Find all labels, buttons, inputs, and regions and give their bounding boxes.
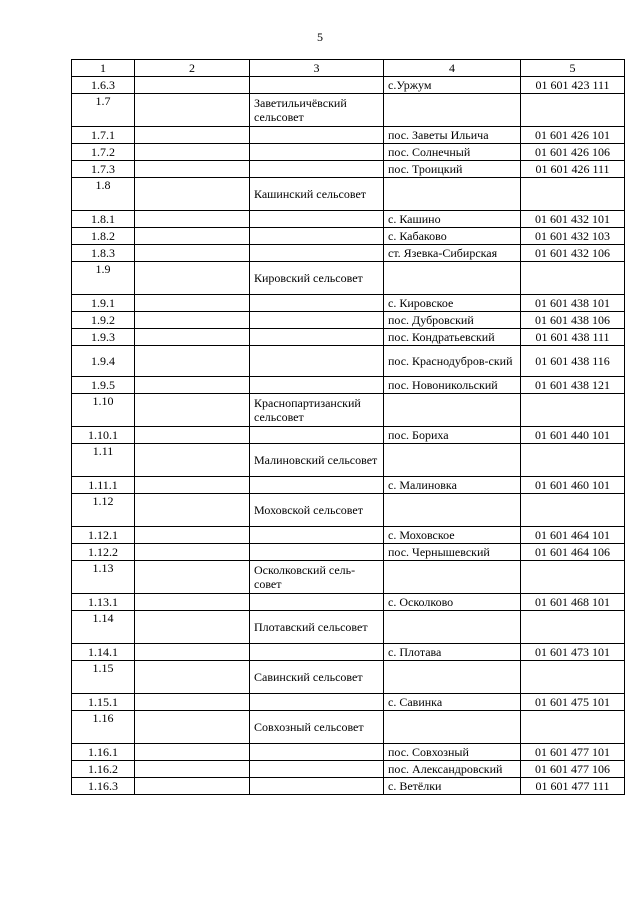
settlement-name-cell bbox=[384, 444, 521, 477]
code-cell: 01 601 423 111 bbox=[521, 77, 625, 94]
code-cell bbox=[521, 444, 625, 477]
table-row bbox=[72, 427, 625, 444]
row-number-cell: 1.14.1 bbox=[72, 644, 135, 661]
row-number-cell: 1.15.1 bbox=[72, 694, 135, 711]
table-row bbox=[72, 228, 625, 245]
row-number-cell: 1.7.3 bbox=[72, 161, 135, 178]
code-cell: 01 601 432 101 bbox=[521, 211, 625, 228]
row-number-cell: 1.15 bbox=[72, 661, 135, 694]
page-number: 5 bbox=[317, 30, 323, 44]
table-row bbox=[72, 761, 625, 778]
settlement-name-cell: пос. Заветы Ильича bbox=[384, 127, 521, 144]
table-row bbox=[72, 711, 625, 744]
table-row bbox=[72, 245, 625, 262]
settlement-name-cell: с. Кабаково bbox=[384, 228, 521, 245]
code-cell bbox=[521, 561, 625, 594]
table-row bbox=[72, 594, 625, 611]
row-number-cell: 1.9 bbox=[72, 262, 135, 295]
row-number-cell: 1.8.3 bbox=[72, 245, 135, 262]
council-name-cell bbox=[250, 761, 384, 778]
row-number-cell: 1.11.1 bbox=[72, 477, 135, 494]
table-row bbox=[72, 494, 625, 527]
council-name-cell bbox=[250, 477, 384, 494]
settlement-name-cell: с. Кашино bbox=[384, 211, 521, 228]
settlement-name-cell: пос. Александровский bbox=[384, 761, 521, 778]
council-name-cell: Савинский сельсовет bbox=[250, 661, 384, 694]
row-number-cell: 1.7.2 bbox=[72, 144, 135, 161]
column-2-cell bbox=[135, 295, 250, 312]
table-row bbox=[72, 778, 625, 795]
table-row bbox=[72, 262, 625, 295]
council-name-cell bbox=[250, 77, 384, 94]
code-cell bbox=[521, 262, 625, 295]
settlement-name-cell: ст. Язевка-Сибирская bbox=[384, 245, 521, 262]
column-2-cell bbox=[135, 744, 250, 761]
column-2-cell bbox=[135, 477, 250, 494]
table-row bbox=[72, 94, 625, 127]
row-number-cell: 1.16.3 bbox=[72, 778, 135, 795]
council-name-cell bbox=[250, 527, 384, 544]
row-number-cell: 1.13.1 bbox=[72, 594, 135, 611]
row-number-cell: 1.16.1 bbox=[72, 744, 135, 761]
row-number-cell: 1.8.2 bbox=[72, 228, 135, 245]
table-row bbox=[72, 527, 625, 544]
code-cell bbox=[521, 661, 625, 694]
council-name-cell: Малиновский сельсовет bbox=[250, 444, 384, 477]
council-name-cell bbox=[250, 377, 384, 394]
code-cell: 01 601 426 101 bbox=[521, 127, 625, 144]
code-cell: 01 601 426 111 bbox=[521, 161, 625, 178]
council-name-cell bbox=[250, 127, 384, 144]
code-cell: 01 601 473 101 bbox=[521, 644, 625, 661]
column-2-cell bbox=[135, 394, 250, 427]
table-row bbox=[72, 178, 625, 211]
council-name-cell: Совхозный сельсовет bbox=[250, 711, 384, 744]
council-name-cell bbox=[250, 346, 384, 377]
column-2-cell bbox=[135, 178, 250, 211]
settlement-name-cell bbox=[384, 561, 521, 594]
column-2-cell bbox=[135, 94, 250, 127]
code-cell: 01 601 477 101 bbox=[521, 744, 625, 761]
column-header: 5 bbox=[521, 60, 625, 77]
row-number-cell: 1.16.2 bbox=[72, 761, 135, 778]
table-row bbox=[72, 611, 625, 644]
row-number-cell: 1.12.2 bbox=[72, 544, 135, 561]
column-2-cell bbox=[135, 661, 250, 694]
table-row bbox=[72, 477, 625, 494]
code-cell: 01 601 438 116 bbox=[521, 346, 625, 377]
column-2-cell bbox=[135, 329, 250, 346]
table-header-row bbox=[72, 60, 625, 77]
code-cell: 01 601 438 101 bbox=[521, 295, 625, 312]
row-number-cell: 1.8 bbox=[72, 178, 135, 211]
table-row bbox=[72, 144, 625, 161]
council-name-cell bbox=[250, 295, 384, 312]
settlement-name-cell bbox=[384, 94, 521, 127]
code-cell: 01 601 440 101 bbox=[521, 427, 625, 444]
table-row bbox=[72, 544, 625, 561]
column-2-cell bbox=[135, 711, 250, 744]
column-header: 3 bbox=[250, 60, 384, 77]
council-name-cell: Заветильичёвский сельсовет bbox=[250, 94, 384, 127]
table-row bbox=[72, 394, 625, 427]
row-number-cell: 1.11 bbox=[72, 444, 135, 477]
settlements-table bbox=[71, 59, 625, 795]
council-name-cell bbox=[250, 744, 384, 761]
settlement-name-cell: пос. Бориха bbox=[384, 427, 521, 444]
council-name-cell bbox=[250, 594, 384, 611]
code-cell: 01 601 432 103 bbox=[521, 228, 625, 245]
settlement-name-cell: пос. Троицкий bbox=[384, 161, 521, 178]
table-row bbox=[72, 295, 625, 312]
column-2-cell bbox=[135, 444, 250, 477]
table-row bbox=[72, 329, 625, 346]
settlement-name-cell: с. Осколково bbox=[384, 594, 521, 611]
settlement-name-cell: пос. Чернышевский bbox=[384, 544, 521, 561]
settlement-name-cell: пос. Новоникольский bbox=[384, 377, 521, 394]
column-header: 2 bbox=[135, 60, 250, 77]
table-row bbox=[72, 444, 625, 477]
settlement-name-cell bbox=[384, 661, 521, 694]
council-name-cell: Кировский сельсовет bbox=[250, 262, 384, 295]
code-cell: 01 601 432 106 bbox=[521, 245, 625, 262]
column-2-cell bbox=[135, 262, 250, 295]
row-number-cell: 1.10 bbox=[72, 394, 135, 427]
table-row bbox=[72, 161, 625, 178]
row-number-cell: 1.14 bbox=[72, 611, 135, 644]
table-row bbox=[72, 561, 625, 594]
column-2-cell bbox=[135, 778, 250, 795]
council-name-cell bbox=[250, 211, 384, 228]
row-number-cell: 1.12 bbox=[72, 494, 135, 527]
code-cell: 01 601 464 101 bbox=[521, 527, 625, 544]
settlement-name-cell bbox=[384, 394, 521, 427]
table-row bbox=[72, 211, 625, 228]
row-number-cell: 1.10.1 bbox=[72, 427, 135, 444]
row-number-cell: 1.13 bbox=[72, 561, 135, 594]
settlement-name-cell: с. Моховское bbox=[384, 527, 521, 544]
council-name-cell bbox=[250, 329, 384, 346]
table-row bbox=[72, 661, 625, 694]
council-name-cell bbox=[250, 644, 384, 661]
table-row bbox=[72, 127, 625, 144]
row-number-cell: 1.9.2 bbox=[72, 312, 135, 329]
table-row bbox=[72, 377, 625, 394]
row-number-cell: 1.12.1 bbox=[72, 527, 135, 544]
council-name-cell bbox=[250, 427, 384, 444]
table-row bbox=[72, 744, 625, 761]
code-cell: 01 601 438 121 bbox=[521, 377, 625, 394]
code-cell: 01 601 426 106 bbox=[521, 144, 625, 161]
code-cell: 01 601 438 111 bbox=[521, 329, 625, 346]
council-name-cell: Осколковский сель-совет bbox=[250, 561, 384, 594]
row-number-cell: 1.7 bbox=[72, 94, 135, 127]
settlement-name-cell: с. Малиновка bbox=[384, 477, 521, 494]
column-2-cell bbox=[135, 346, 250, 377]
column-2-cell bbox=[135, 161, 250, 178]
settlement-name-cell: пос. Краснодубров-ский bbox=[384, 346, 521, 377]
column-header: 1 bbox=[72, 60, 135, 77]
council-name-cell bbox=[250, 778, 384, 795]
code-cell bbox=[521, 711, 625, 744]
table-row bbox=[72, 77, 625, 94]
council-name-cell bbox=[250, 694, 384, 711]
row-number-cell: 1.6.3 bbox=[72, 77, 135, 94]
settlement-name-cell: с. Ветёлки bbox=[384, 778, 521, 795]
code-cell: 01 601 477 106 bbox=[521, 761, 625, 778]
row-number-cell: 1.8.1 bbox=[72, 211, 135, 228]
column-2-cell bbox=[135, 594, 250, 611]
column-2-cell bbox=[135, 544, 250, 561]
column-2-cell bbox=[135, 211, 250, 228]
code-cell: 01 601 460 101 bbox=[521, 477, 625, 494]
code-cell: 01 601 475 101 bbox=[521, 694, 625, 711]
code-cell: 01 601 464 106 bbox=[521, 544, 625, 561]
table-row bbox=[72, 644, 625, 661]
code-cell: 01 601 468 101 bbox=[521, 594, 625, 611]
council-name-cell bbox=[250, 144, 384, 161]
column-2-cell bbox=[135, 228, 250, 245]
code-cell: 01 601 438 106 bbox=[521, 312, 625, 329]
column-2-cell bbox=[135, 312, 250, 329]
settlement-name-cell: пос. Солнечный bbox=[384, 144, 521, 161]
code-cell bbox=[521, 494, 625, 527]
council-name-cell bbox=[250, 228, 384, 245]
settlement-name-cell: с. Плотава bbox=[384, 644, 521, 661]
row-number-cell: 1.16 bbox=[72, 711, 135, 744]
column-2-cell bbox=[135, 144, 250, 161]
code-cell bbox=[521, 394, 625, 427]
settlement-name-cell: пос. Совхозный bbox=[384, 744, 521, 761]
settlement-name-cell bbox=[384, 494, 521, 527]
council-name-cell bbox=[250, 161, 384, 178]
settlement-name-cell: с. Савинка bbox=[384, 694, 521, 711]
column-2-cell bbox=[135, 245, 250, 262]
code-cell: 01 601 477 111 bbox=[521, 778, 625, 795]
council-name-cell: Моховской сельсовет bbox=[250, 494, 384, 527]
settlement-name-cell: пос. Дубровский bbox=[384, 312, 521, 329]
column-2-cell bbox=[135, 561, 250, 594]
code-cell bbox=[521, 611, 625, 644]
settlement-name-cell bbox=[384, 711, 521, 744]
column-2-cell bbox=[135, 694, 250, 711]
council-name-cell: Кашинский сельсовет bbox=[250, 178, 384, 211]
row-number-cell: 1.7.1 bbox=[72, 127, 135, 144]
council-name-cell bbox=[250, 245, 384, 262]
row-number-cell: 1.9.3 bbox=[72, 329, 135, 346]
settlement-name-cell: пос. Кондратьевский bbox=[384, 329, 521, 346]
settlement-name-cell bbox=[384, 178, 521, 211]
column-2-cell bbox=[135, 127, 250, 144]
column-2-cell bbox=[135, 377, 250, 394]
settlement-name-cell: с.Уржум bbox=[384, 77, 521, 94]
settlement-name-cell bbox=[384, 611, 521, 644]
column-2-cell bbox=[135, 761, 250, 778]
column-2-cell bbox=[135, 427, 250, 444]
column-2-cell bbox=[135, 527, 250, 544]
settlement-name-cell bbox=[384, 262, 521, 295]
column-2-cell bbox=[135, 611, 250, 644]
council-name-cell bbox=[250, 544, 384, 561]
council-name-cell: Плотавский сельсовет bbox=[250, 611, 384, 644]
column-2-cell bbox=[135, 77, 250, 94]
column-2-cell bbox=[135, 494, 250, 527]
council-name-cell: Краснопартизанский сельсовет bbox=[250, 394, 384, 427]
table-row bbox=[72, 312, 625, 329]
column-header: 4 bbox=[384, 60, 521, 77]
council-name-cell bbox=[250, 312, 384, 329]
settlement-name-cell: с. Кировское bbox=[384, 295, 521, 312]
code-cell bbox=[521, 94, 625, 127]
row-number-cell: 1.9.4 bbox=[72, 346, 135, 377]
row-number-cell: 1.9.5 bbox=[72, 377, 135, 394]
table-row bbox=[72, 694, 625, 711]
row-number-cell: 1.9.1 bbox=[72, 295, 135, 312]
table-row bbox=[72, 346, 625, 377]
code-cell bbox=[521, 178, 625, 211]
column-2-cell bbox=[135, 644, 250, 661]
